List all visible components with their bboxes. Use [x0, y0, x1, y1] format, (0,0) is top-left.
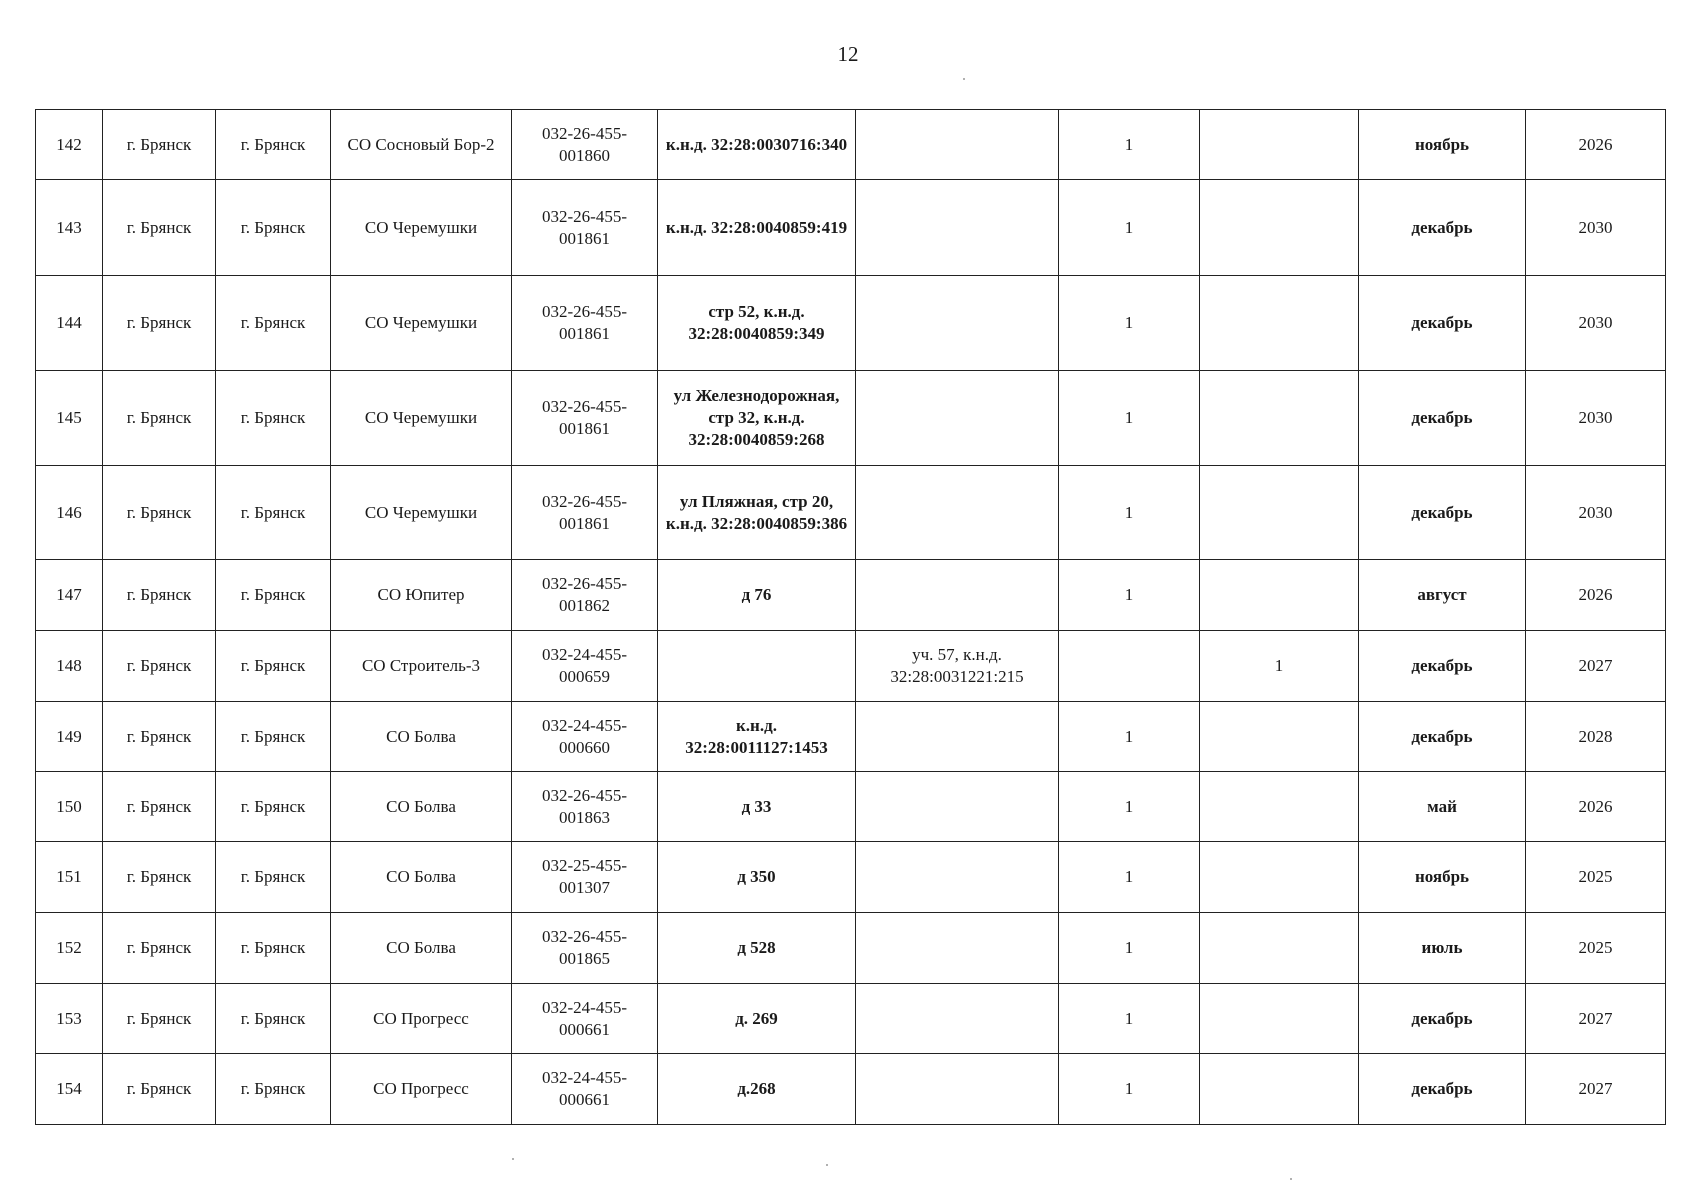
cell-count-a: 1: [1059, 913, 1200, 984]
cell-plot: [856, 702, 1059, 772]
cell-year: 2026: [1526, 110, 1666, 180]
cell-object: СО Черемушки: [331, 371, 512, 466]
cell-city: г. Брянск: [216, 1054, 331, 1125]
cell-address: к.н.д. 32:28:0030716:340: [658, 110, 856, 180]
cell-number: 145: [36, 371, 103, 466]
cell-code: 032-24-455-000659: [512, 631, 658, 702]
page-number: 12: [837, 42, 859, 66]
cell-object: СО Черемушки: [331, 180, 512, 276]
cell-year: 2028: [1526, 702, 1666, 772]
cell-address: ул Железнодорожная, стр 32, к.н.д. 32:28:0040859:268: [658, 371, 856, 466]
cell-number: 146: [36, 466, 103, 560]
cell-district: г. Брянск: [103, 276, 216, 371]
cell-city: г. Брянск: [216, 631, 331, 702]
cell-city: г. Брянск: [216, 913, 331, 984]
cell-month: июль: [1359, 913, 1526, 984]
cell-year: 2026: [1526, 772, 1666, 842]
cell-plot: [856, 560, 1059, 631]
table-row: [36, 371, 1666, 466]
cell-count-b: [1200, 371, 1359, 466]
cell-district: г. Брянск: [103, 1054, 216, 1125]
cell-count-a: 1: [1059, 1054, 1200, 1125]
cell-plot: [856, 842, 1059, 913]
cell-city: г. Брянск: [216, 276, 331, 371]
cell-district: г. Брянск: [103, 180, 216, 276]
cell-code: 032-24-455-000661: [512, 984, 658, 1054]
cell-number: 153: [36, 984, 103, 1054]
cell-district: г. Брянск: [103, 842, 216, 913]
cell-count-a: 1: [1059, 560, 1200, 631]
cell-year: 2026: [1526, 560, 1666, 631]
cell-code: 032-26-455-001862: [512, 560, 658, 631]
cell-district: г. Брянск: [103, 560, 216, 631]
cell-address: ул Пляжная, стр 20, к.н.д. 32:28:0040859:386: [658, 466, 856, 560]
cell-code: 032-26-455-001863: [512, 772, 658, 842]
cell-count-b: [1200, 772, 1359, 842]
cell-code: 032-24-455-000661: [512, 1054, 658, 1125]
cell-count-a: [1059, 631, 1200, 702]
cell-month: декабрь: [1359, 702, 1526, 772]
cell-month: май: [1359, 772, 1526, 842]
cell-number: 148: [36, 631, 103, 702]
cell-count-b: [1200, 110, 1359, 180]
cell-district: г. Брянск: [103, 984, 216, 1054]
table-row: [36, 560, 1666, 631]
cell-number: 154: [36, 1054, 103, 1125]
cell-month: декабрь: [1359, 1054, 1526, 1125]
cell-district: г. Брянск: [103, 631, 216, 702]
cell-count-a: 1: [1059, 110, 1200, 180]
cell-district: г. Брянск: [103, 371, 216, 466]
cell-address: д 350: [658, 842, 856, 913]
cell-city: г. Брянск: [216, 772, 331, 842]
cell-plot: [856, 772, 1059, 842]
cell-month: декабрь: [1359, 276, 1526, 371]
cell-year: 2025: [1526, 913, 1666, 984]
cell-year: 2027: [1526, 984, 1666, 1054]
cell-city: г. Брянск: [216, 371, 331, 466]
cell-count-a: 1: [1059, 702, 1200, 772]
scan-speck: [512, 1158, 514, 1160]
cell-object: СО Болва: [331, 702, 512, 772]
cell-plot: [856, 180, 1059, 276]
cell-count-b: [1200, 180, 1359, 276]
cell-month: ноябрь: [1359, 110, 1526, 180]
cell-object: СО Болва: [331, 842, 512, 913]
cell-address: д. 269: [658, 984, 856, 1054]
cell-code: 032-26-455-001861: [512, 276, 658, 371]
cell-city: г. Брянск: [216, 842, 331, 913]
cell-year: 2027: [1526, 1054, 1666, 1125]
cell-count-b: [1200, 913, 1359, 984]
cell-count-b: [1200, 842, 1359, 913]
cell-object: СО Черемушки: [331, 466, 512, 560]
cell-number: 151: [36, 842, 103, 913]
cell-year: 2027: [1526, 631, 1666, 702]
cell-count-b: [1200, 560, 1359, 631]
cell-count-a: 1: [1059, 371, 1200, 466]
cell-district: г. Брянск: [103, 913, 216, 984]
cell-month: август: [1359, 560, 1526, 631]
table-row: [36, 110, 1666, 180]
table-row: [36, 984, 1666, 1054]
cell-plot: [856, 1054, 1059, 1125]
table-row: [36, 180, 1666, 276]
cell-count-b: [1200, 466, 1359, 560]
cell-number: 144: [36, 276, 103, 371]
cell-address: к.н.д. 32:28:0040859:419: [658, 180, 856, 276]
cell-city: г. Брянск: [216, 180, 331, 276]
cell-count-a: 1: [1059, 276, 1200, 371]
cell-count-a: 1: [1059, 772, 1200, 842]
cell-code: 032-24-455-000660: [512, 702, 658, 772]
scan-speck: [963, 78, 965, 80]
cell-address: к.н.д. 32:28:0011127:1453: [658, 702, 856, 772]
cell-address: д 33: [658, 772, 856, 842]
cell-code: 032-26-455-001865: [512, 913, 658, 984]
cell-object: СО Болва: [331, 772, 512, 842]
cell-number: 147: [36, 560, 103, 631]
cell-year: 2030: [1526, 180, 1666, 276]
cell-address: д 76: [658, 560, 856, 631]
cell-plot: уч. 57, к.н.д. 32:28:0031221:215: [856, 631, 1059, 702]
cell-object: СО Болва: [331, 913, 512, 984]
cell-month: декабрь: [1359, 180, 1526, 276]
cell-count-a: 1: [1059, 842, 1200, 913]
cell-city: г. Брянск: [216, 466, 331, 560]
cell-number: 150: [36, 772, 103, 842]
cell-count-a: 1: [1059, 466, 1200, 560]
cell-count-b: 1: [1200, 631, 1359, 702]
cell-year: 2025: [1526, 842, 1666, 913]
cell-month: декабрь: [1359, 466, 1526, 560]
cell-year: 2030: [1526, 276, 1666, 371]
table-row: [36, 276, 1666, 371]
cell-address: стр 52, к.н.д. 32:28:0040859:349: [658, 276, 856, 371]
table-row: [36, 772, 1666, 842]
cell-city: г. Брянск: [216, 560, 331, 631]
cell-district: г. Брянск: [103, 466, 216, 560]
cell-count-b: [1200, 984, 1359, 1054]
table-body: [36, 110, 1666, 1125]
scan-speck: [826, 1164, 828, 1166]
cell-object: СО Прогресс: [331, 984, 512, 1054]
cell-count-b: [1200, 702, 1359, 772]
cell-count-a: 1: [1059, 180, 1200, 276]
cell-month: ноябрь: [1359, 842, 1526, 913]
cell-number: 149: [36, 702, 103, 772]
cell-month: декабрь: [1359, 984, 1526, 1054]
cell-object: СО Черемушки: [331, 276, 512, 371]
cell-address: д.268: [658, 1054, 856, 1125]
cell-district: г. Брянск: [103, 772, 216, 842]
cell-code: 032-26-455-001861: [512, 180, 658, 276]
cell-count-a: 1: [1059, 984, 1200, 1054]
cell-object: СО Юпитер: [331, 560, 512, 631]
cell-plot: [856, 110, 1059, 180]
cell-month: декабрь: [1359, 371, 1526, 466]
registry-table: [35, 109, 1666, 1125]
table-row: [36, 466, 1666, 560]
cell-count-b: [1200, 276, 1359, 371]
table-row: [36, 1054, 1666, 1125]
cell-city: г. Брянск: [216, 702, 331, 772]
cell-plot: [856, 984, 1059, 1054]
cell-number: 142: [36, 110, 103, 180]
cell-count-b: [1200, 1054, 1359, 1125]
table-row: [36, 702, 1666, 772]
cell-plot: [856, 371, 1059, 466]
table-row: [36, 631, 1666, 702]
cell-number: 143: [36, 180, 103, 276]
cell-address: д 528: [658, 913, 856, 984]
scan-speck: [1290, 1178, 1292, 1180]
cell-number: 152: [36, 913, 103, 984]
cell-object: СО Строитель-3: [331, 631, 512, 702]
cell-district: г. Брянск: [103, 110, 216, 180]
cell-code: 032-26-455-001861: [512, 371, 658, 466]
cell-city: г. Брянск: [216, 984, 331, 1054]
cell-code: 032-26-455-001860: [512, 110, 658, 180]
cell-year: 2030: [1526, 466, 1666, 560]
table-row: [36, 842, 1666, 913]
cell-object: СО Прогресс: [331, 1054, 512, 1125]
cell-address: [658, 631, 856, 702]
cell-code: 032-26-455-001861: [512, 466, 658, 560]
cell-code: 032-25-455-001307: [512, 842, 658, 913]
table-row: [36, 913, 1666, 984]
cell-object: СО Сосновый Бор-2: [331, 110, 512, 180]
cell-plot: [856, 913, 1059, 984]
cell-district: г. Брянск: [103, 702, 216, 772]
cell-plot: [856, 276, 1059, 371]
cell-month: декабрь: [1359, 631, 1526, 702]
cell-plot: [856, 466, 1059, 560]
cell-city: г. Брянск: [216, 110, 331, 180]
cell-year: 2030: [1526, 371, 1666, 466]
